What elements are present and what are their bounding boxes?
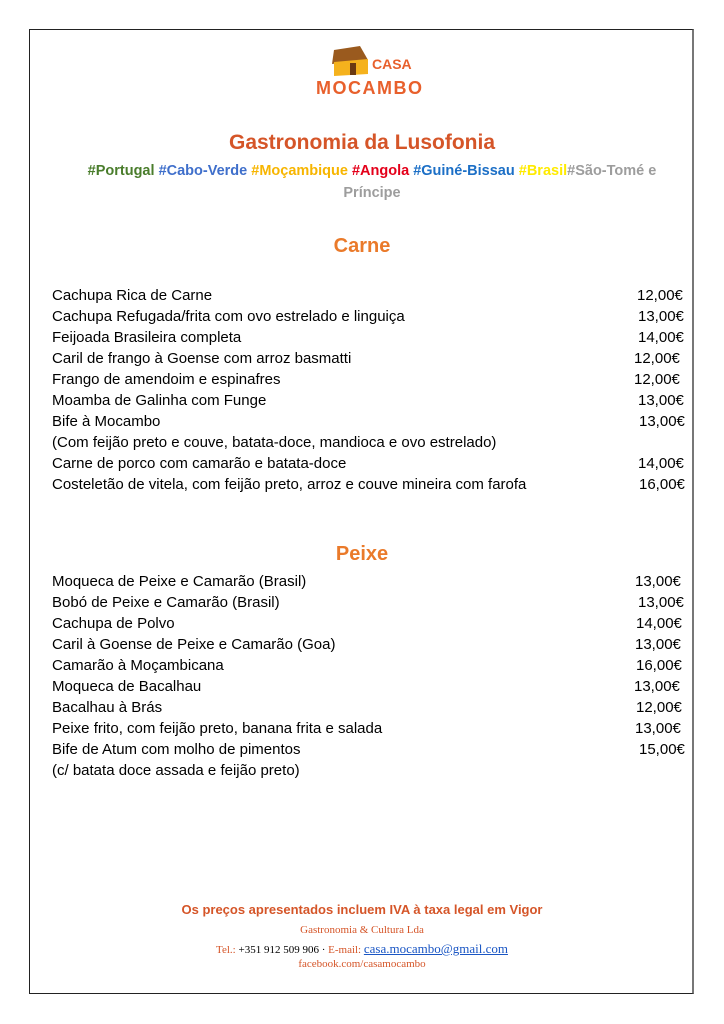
item-name: Bife à Mocambo bbox=[52, 413, 161, 430]
item-name: Caril à Goense de Peixe e Camarão (Goa) bbox=[52, 636, 336, 653]
menu-list-carne bbox=[52, 285, 692, 495]
item-name: Costeletão de vitela, com feijão preto, arroz e couve mineira com farofa bbox=[52, 476, 527, 493]
menu-item bbox=[52, 592, 692, 613]
item-price: 12,00€ bbox=[634, 350, 680, 367]
item-price: 13,00€ bbox=[635, 720, 681, 737]
item-price: 13,00€ bbox=[639, 413, 685, 430]
item-name: Cachupa de Polvo bbox=[52, 615, 175, 632]
tag-mocambique: #Moçambique bbox=[251, 163, 348, 179]
menu-item bbox=[52, 390, 692, 411]
menu-item bbox=[52, 613, 692, 634]
item-price: 13,00€ bbox=[638, 594, 684, 611]
menu-item bbox=[52, 306, 692, 327]
item-name: Moqueca de Bacalhau bbox=[52, 678, 202, 695]
item-name: Moqueca de Peixe e Camarão (Brasil) bbox=[52, 573, 307, 590]
facebook-link: facebook.com/casamocambo bbox=[298, 958, 426, 970]
logo-text-casa: CASA bbox=[372, 56, 412, 72]
menu-item bbox=[52, 411, 692, 432]
menu-item bbox=[52, 571, 692, 592]
logo-text-mocambo: MOCAMBO bbox=[316, 78, 422, 98]
item-price: 12,00€ bbox=[634, 371, 680, 388]
menu-item bbox=[52, 634, 692, 655]
item-name: Camarão à Moçambicana bbox=[52, 657, 224, 674]
item-name: Feijoada Brasileira completa bbox=[52, 329, 242, 346]
menu-item bbox=[52, 285, 692, 306]
tag-cabo-verde: #Cabo-Verde bbox=[158, 163, 248, 179]
item-price: 16,00€ bbox=[636, 657, 682, 674]
item-name: Caril de frango à Goense com arroz basmatti bbox=[52, 350, 352, 367]
tel-value: +351 912 509 906 bbox=[238, 944, 319, 956]
menu-item bbox=[52, 655, 692, 676]
section-title-peixe: Peixe bbox=[335, 543, 389, 565]
separator: · bbox=[318, 944, 329, 956]
tag-guine-bissau: #Guiné-Bissau bbox=[413, 163, 515, 179]
item-price: 13,00€ bbox=[635, 573, 681, 590]
item-price: 16,00€ bbox=[639, 476, 685, 493]
item-price: 12,00€ bbox=[636, 699, 682, 716]
item-name: Bacalhau à Brás bbox=[52, 699, 163, 716]
menu-item bbox=[52, 348, 692, 369]
page-title: Gastronomia da Lusofonia bbox=[228, 131, 496, 154]
menu-item bbox=[52, 369, 692, 390]
tag-angola: #Angola bbox=[351, 163, 410, 179]
item-price: 15,00€ bbox=[639, 741, 685, 758]
item-name: Bife de Atum com molho de pimentos bbox=[52, 741, 301, 758]
item-price: 13,00€ bbox=[635, 636, 681, 653]
vat-notice: Os preços apresentados incluem IVA à taxa legal em Vigor bbox=[181, 902, 543, 917]
company-name: Gastronomia & Cultura Lda bbox=[300, 924, 424, 936]
menu-item bbox=[52, 718, 692, 739]
item-name: Carne de porco com camarão e batata-doce bbox=[52, 455, 347, 472]
email-label: E-mail: bbox=[328, 944, 364, 956]
contact-line bbox=[0, 941, 724, 957]
item-price: 13,00€ bbox=[638, 308, 684, 325]
house-logo-icon bbox=[312, 42, 430, 98]
item-price: 14,00€ bbox=[638, 455, 684, 472]
item-price: 14,00€ bbox=[638, 329, 684, 346]
country-tags bbox=[62, 160, 682, 204]
tag-sao-tome: #São-Tomé e Príncipe bbox=[343, 163, 657, 201]
item-price: 14,00€ bbox=[636, 615, 682, 632]
menu-item bbox=[52, 697, 692, 718]
item-note: (Com feijão preto e couve, batata-doce, mandioca e ovo estrelado) bbox=[52, 434, 497, 451]
email-link[interactable]: casa.mocambo@gmail.com bbox=[363, 941, 508, 956]
section-title-carne: Carne bbox=[333, 235, 391, 257]
casa-mocambo-logo bbox=[312, 42, 430, 98]
tel-label: Tel.: bbox=[216, 944, 239, 956]
item-price: 12,00€ bbox=[637, 287, 683, 304]
tag-brasil: #Brasil bbox=[518, 163, 568, 179]
item-note: (c/ batata doce assada e feijão preto) bbox=[52, 762, 300, 779]
menu-item bbox=[52, 739, 692, 760]
item-name: Frango de amendoim e espinafres bbox=[52, 371, 281, 388]
menu-list-peixe bbox=[52, 571, 692, 781]
menu-item bbox=[52, 676, 692, 697]
menu-item bbox=[52, 453, 692, 474]
item-price: 13,00€ bbox=[634, 678, 680, 695]
item-name: Cachupa Refugada/frita com ovo estrelado e linguiça bbox=[52, 308, 405, 325]
item-name: Moamba de Galinha com Funge bbox=[52, 392, 267, 409]
item-name: Bobó de Peixe e Camarão (Brasil) bbox=[52, 594, 280, 611]
item-name: Cachupa Rica de Carne bbox=[52, 287, 213, 304]
item-price: 13,00€ bbox=[638, 392, 684, 409]
menu-item-note bbox=[52, 760, 692, 781]
menu-item bbox=[52, 327, 692, 348]
menu-item bbox=[52, 474, 692, 495]
tag-portugal: #Portugal bbox=[87, 163, 155, 179]
menu-item-note bbox=[52, 432, 692, 453]
item-name: Peixe frito, com feijão preto, banana frita e salada bbox=[52, 720, 383, 737]
